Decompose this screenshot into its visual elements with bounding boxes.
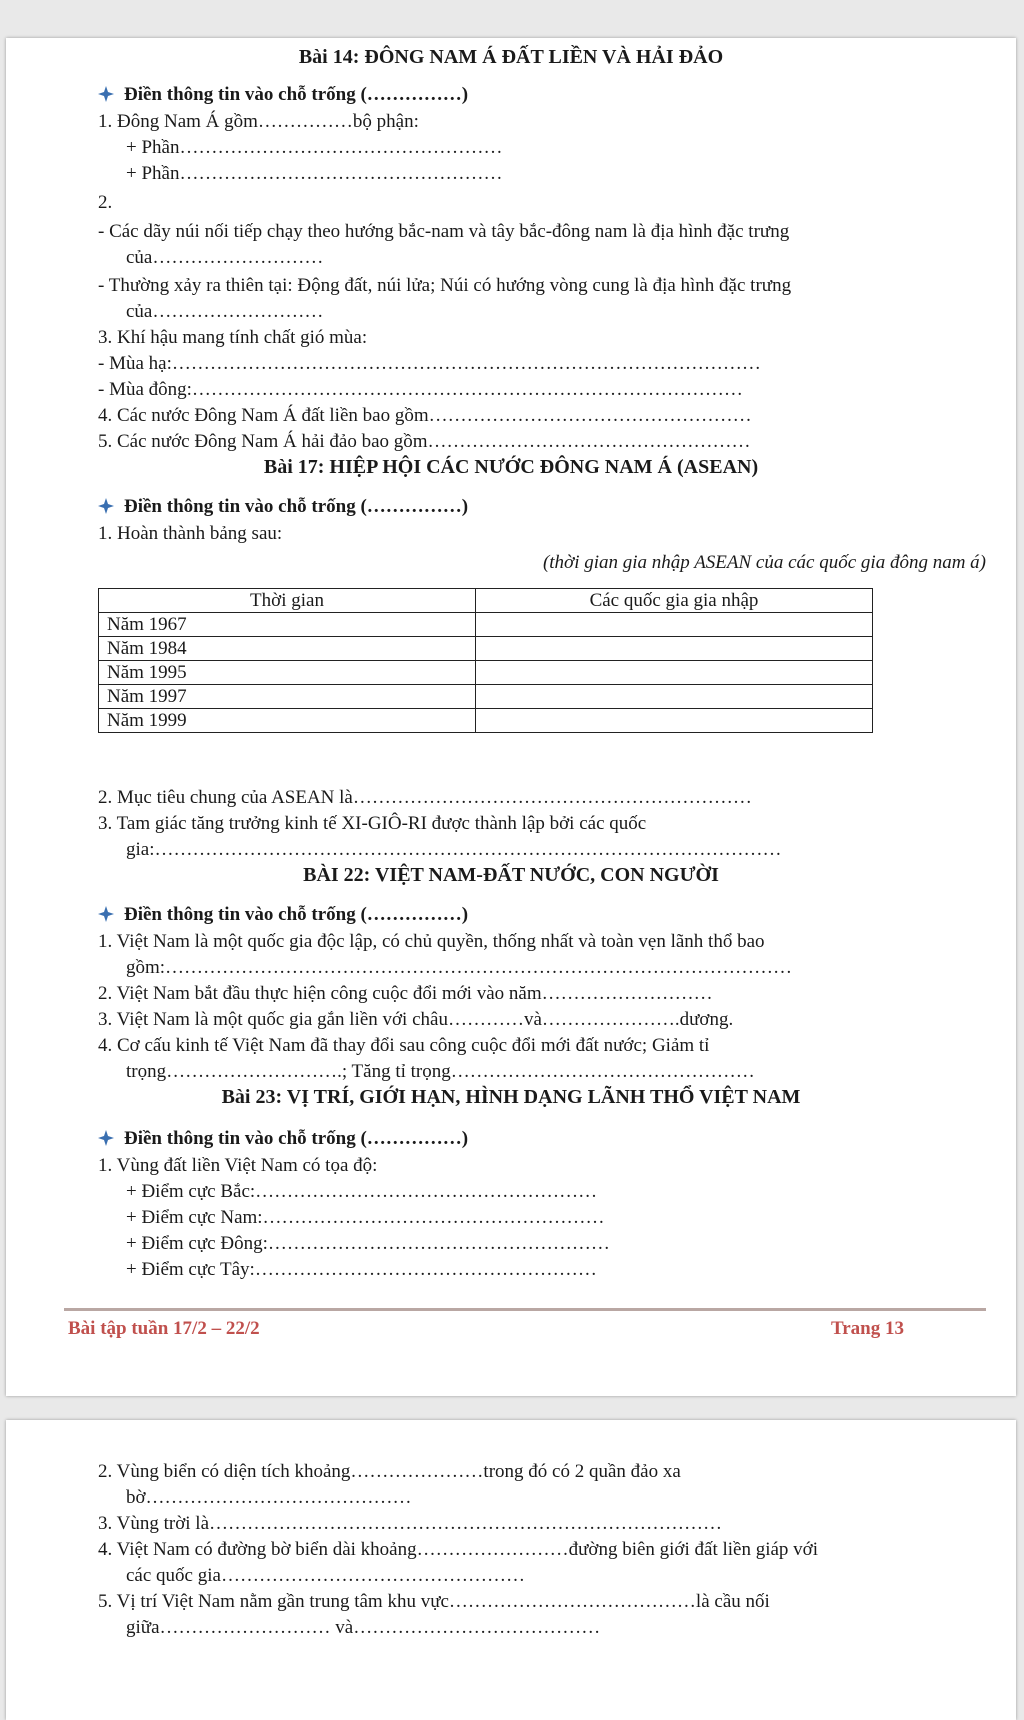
page2-line: bờ…………………………………… xyxy=(126,1487,412,1508)
lesson-22-title: BÀI 22: VIỆT NAM-ĐẤT NƯỚC, CON NGƯỜI xyxy=(303,864,719,886)
table-header-cell: Thời gian xyxy=(99,589,476,613)
lesson-23-line: + Điểm cực Nam:……………………………………………… xyxy=(126,1207,605,1228)
lesson-22-line: 3. Việt Nam là một quốc gia gắn liền với châu…………và………………….dương. xyxy=(98,1009,734,1030)
table-cell-year: Năm 1997 xyxy=(99,685,476,709)
lesson-14-line: + Phần…………………………………………… xyxy=(126,137,503,158)
page2-line: 2. Vùng biển có diện tích khoảng…………………trong đó có 2 quần đảo xa xyxy=(98,1461,681,1482)
table-row xyxy=(99,685,873,709)
worksheet-page-2 xyxy=(6,1420,1016,1720)
lesson-23-line: 1. Vùng đất liền Việt Nam có tọa độ: xyxy=(98,1155,378,1176)
lesson-17-line: 2. Mục tiêu chung của ASEAN là……………………………………………………… xyxy=(98,787,752,808)
table-row xyxy=(99,637,873,661)
table-cell-countries[interactable] xyxy=(476,661,873,685)
asean-join-table xyxy=(98,588,873,733)
lesson-14-line: 3. Khí hậu mang tính chất gió mùa: xyxy=(98,327,368,348)
table-cell-year: Năm 1995 xyxy=(99,661,476,685)
lesson-22-instruction: Điền thông tin vào chỗ trống (……………) xyxy=(98,904,468,926)
lesson-22-line: 1. Việt Nam là một quốc gia độc lập, có chủ quyền, thống nhất và toàn vẹn lãnh thổ bao xyxy=(98,931,765,952)
lesson-14-line: - Mùa hạ:………………………………………………………………………………… xyxy=(98,353,761,374)
page2-line: 4. Việt Nam có đường bờ biển dài khoảng……………………đường biên giới đất liền giáp với xyxy=(98,1539,818,1560)
footer-page-number: Trang 13 xyxy=(830,1318,904,1339)
lesson-22-line: 4. Cơ cấu kinh tế Việt Nam đã thay đổi sau công cuộc đổi mới đất nước; Giảm tỉ xyxy=(98,1035,710,1056)
table-header-cell: Các quốc gia gia nhập xyxy=(476,589,873,613)
lesson-14-instruction: Điền thông tin vào chỗ trống (……………) xyxy=(98,84,468,106)
table-cell-year: Năm 1967 xyxy=(99,613,476,637)
table-note: (thời gian gia nhập ASEAN của các quốc gia đông nam á) xyxy=(542,552,986,573)
diamond-bullet-icon xyxy=(98,86,114,102)
lesson-23-line: + Điểm cực Tây:……………………………………………… xyxy=(126,1259,597,1280)
table-header-row xyxy=(99,589,873,613)
page2-line: 3. Vùng trời là……………………………………………………………………… xyxy=(98,1513,723,1534)
lesson-17-instruction: Điền thông tin vào chỗ trống (……………) xyxy=(98,496,468,518)
lesson-23-line: + Điểm cực Đông:……………………………………………… xyxy=(126,1233,610,1254)
lesson-14-line: - Các dãy núi nối tiếp chạy theo hướng bắc-nam và tây bắc-đông nam là địa hình đặc trưng xyxy=(98,221,790,242)
lesson-14-line: 5. Các nước Đông Nam Á hải đảo bao gồm…………………………………………… xyxy=(98,431,751,452)
lesson-17-line: gia:……………………………………………………………………………………… xyxy=(126,839,782,860)
lesson-17-title: Bài 17: HIỆP HỘI CÁC NƯỚC ĐÔNG NAM Á (ASEAN) xyxy=(263,456,759,478)
table-row xyxy=(99,661,873,685)
diamond-bullet-icon xyxy=(98,1130,114,1146)
lesson-14-line: 1. Đông Nam Á gồm……………bộ phận: xyxy=(98,111,419,132)
lesson-14-line: của……………………… xyxy=(126,301,324,322)
page2-line: 5. Vị trí Việt Nam nằm gần trung tâm khu vực…………………………………là cầu nối xyxy=(98,1591,770,1612)
lesson-23-title: Bài 23: VỊ TRÍ, GIỚI HẠN, HÌNH DẠNG LÃNH THỔ VIỆT NAM xyxy=(221,1086,801,1108)
lesson-14-title: Bài 14: ĐÔNG NAM Á ĐẤT LIỀN VÀ HẢI ĐẢO xyxy=(298,46,724,68)
table-row xyxy=(99,613,873,637)
lesson-14-line: 4. Các nước Đông Nam Á đất liền bao gồm…………………………………………… xyxy=(98,405,752,426)
page2-line: các quốc gia………………………………………… xyxy=(126,1565,525,1586)
lesson-22-line: 2. Việt Nam bắt đầu thực hiện công cuộc đổi mới vào năm……………………… xyxy=(98,983,713,1004)
lesson-22-line: gồm:……………………………………………………………………………………… xyxy=(126,957,793,978)
diamond-bullet-icon xyxy=(98,906,114,922)
footer-divider xyxy=(64,1308,986,1311)
table-row xyxy=(99,709,873,733)
page2-line: giữa……………………… và………………………………… xyxy=(126,1617,601,1638)
lesson-17-line: 1. Hoàn thành bảng sau: xyxy=(98,523,283,544)
table-cell-countries[interactable] xyxy=(476,637,873,661)
worksheet-page-1 xyxy=(6,38,1016,1396)
diamond-bullet-icon xyxy=(98,498,114,514)
lesson-14-line: + Phần…………………………………………… xyxy=(126,163,503,184)
lesson-14-line: 2. xyxy=(98,192,113,213)
lesson-14-line: của……………………… xyxy=(126,247,324,268)
lesson-14-line: - Mùa đông:…………………………………………………………………………… xyxy=(98,379,743,400)
table-cell-countries[interactable] xyxy=(476,709,873,733)
table-cell-year: Năm 1984 xyxy=(99,637,476,661)
lesson-23-instruction: Điền thông tin vào chỗ trống (……………) xyxy=(98,1128,468,1150)
footer-week: Bài tập tuần 17/2 – 22/2 xyxy=(68,1318,260,1339)
table-cell-countries[interactable] xyxy=(476,613,873,637)
lesson-22-line: trọng……………………….; Tăng tỉ trọng………………………………………… xyxy=(126,1061,755,1082)
lesson-23-line: + Điểm cực Bắc:……………………………………………… xyxy=(126,1181,598,1202)
table-cell-countries[interactable] xyxy=(476,685,873,709)
table-cell-year: Năm 1999 xyxy=(99,709,476,733)
lesson-14-line: - Thường xảy ra thiên tại: Động đất, núi lửa; Núi có hướng vòng cung là địa hình đặc trưng xyxy=(98,275,792,296)
lesson-17-line: 3. Tam giác tăng trưởng kinh tế XI-GIÔ-RI được thành lập bởi các quốc xyxy=(98,813,647,834)
